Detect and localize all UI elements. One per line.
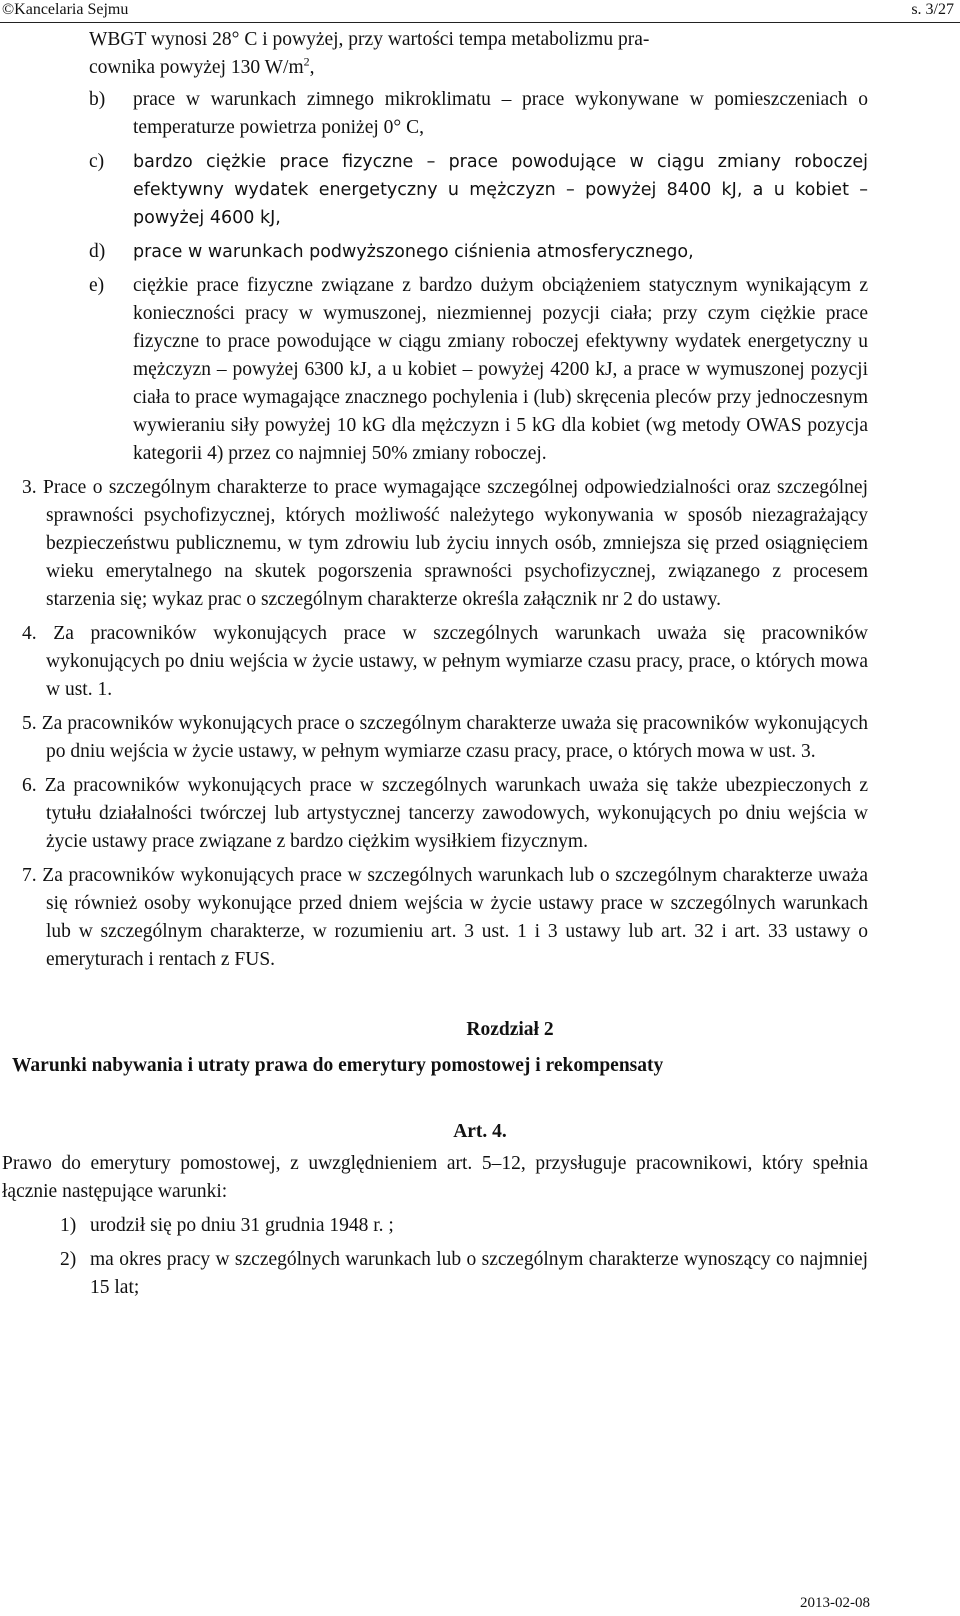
letter-item-label: b) — [89, 89, 106, 110]
chapter-title: Warunki nabywania i utraty prawa do emerytury pomostowej i rekompensaty — [12, 1055, 664, 1076]
letter-item-text: prace w warunkach podwyższonego ciśnienia atmosferycznego, — [133, 242, 694, 262]
article-heading: Art. 4. — [453, 1121, 507, 1142]
numbered-item-text — [22, 710, 869, 766]
letter-item — [89, 148, 868, 232]
header-page-number: s. 3/27 — [911, 1, 954, 18]
intro-line-2-end: , — [309, 57, 315, 78]
header-rule — [0, 22, 960, 23]
letter-item-text: prace w warunkach zimnego mikroklimatu – prace wykonywane w pomieszczeniach o temperaturze powietrza poniżej 0° C, — [133, 89, 868, 138]
letter-item-label: c) — [89, 151, 105, 172]
numbered-item-body: Za pracowników wykonujących prace o szczególnym charakterze uważa się pracowników wykonujących po dniu wejścia w życie ustawy, w pełnym wymiarze czasu pracy, prace, o których mowa w ust. 3. — [41, 713, 869, 762]
numbered-item — [22, 862, 868, 974]
footer-date: 2013-02-08 — [800, 1595, 870, 1611]
intro-line-2: cownika powyżej 130 W/m — [89, 57, 304, 78]
numbered-item-number: 6. — [22, 775, 37, 796]
numbered-item-number: 4. — [22, 623, 37, 644]
article-intro: Prawo do emerytury pomostowej, z uwzględnieniem art. 5–12, przysługuje pracownikowi, który spełnia łącznie następujące warunki: — [2, 1153, 868, 1202]
letter-item — [89, 272, 868, 468]
article-item-text: ma okres pracy w szczególnych warunkach lub o szczególnym charakterze wynoszący co najmniej 15 lat; — [90, 1249, 868, 1298]
page-header — [0, 0, 960, 20]
numbered-item-body: Za pracowników wykonujących prace w szczególnych warunkach uważa się pracowników wykonujących po dniu wejścia w życie ustawy, w pełnym wymiarze czasu pracy, prace, o których mowa w ust. 1. — [46, 623, 868, 700]
numbered-item-number: 7. — [22, 865, 37, 886]
numbered-item — [22, 772, 868, 856]
page-content — [0, 24, 960, 1302]
numbered-item-body: Za pracowników wykonujących prace w szczególnych warunkach lub o szczególnym charakterze uważa się również osoby wykonujące przed dniem wejścia w życie ustawy prace w szczególnych warunkach lub w szczególnym charakterze, w rozumieniu art. 3 ust. 1 i 3 ustawy lub art. 32 i art. 33 ustawy o emeryturach i rentach z FUS. — [42, 865, 868, 970]
numbered-item-text — [22, 862, 868, 974]
numbered-item-text — [22, 772, 868, 856]
numbered-item-body: Prace o szczególnym charakterze to prace wymagające szczególnej odpowiedzialności oraz szczególnej sprawności psychofizycznej, których możliwość należytego wykonywania w sposób niezagrażający bezpieczeństwu publicznemu, w tym zdrowiu lub życiu innych osób, zmniejsza się przed osiągnięciem wieku emerytalnego na skutek pogorszenia sprawności psychofizycznej, związanego z procesem starzenia się; wykaz prac o szczególnym charakterze określa załącznik nr 2 do ustawy. — [43, 477, 869, 610]
numbered-item-number: 5. — [22, 713, 37, 734]
letter-item — [89, 238, 868, 266]
numbered-item-body: Za pracowników wykonujących prace w szczególnych warunkach uważa się także ubezpieczonych z tytułu działalności twórczej lub artystycznej tancerzy zawodowych, wykonujących po dniu wejścia w życie ustawy prace związane z bardzo ciężkim wysiłkiem fizycznym. — [44, 775, 868, 852]
numbered-item-number: 3. — [22, 477, 37, 498]
article-item — [60, 1246, 868, 1302]
article-item-text: urodził się po dniu 31 grudnia 1948 r. ; — [90, 1215, 394, 1236]
numbered-item — [22, 620, 868, 704]
letter-item-label: d) — [89, 241, 106, 262]
numbered-item-text — [22, 620, 868, 704]
article-item-number: 1) — [60, 1215, 77, 1236]
numbered-item-list — [22, 474, 960, 974]
numbered-item — [22, 474, 869, 614]
intro-superscript: 2 — [303, 54, 310, 69]
chapter-number: Rozdział 2 — [466, 1019, 554, 1040]
numbered-item — [22, 710, 869, 766]
intro-paragraph — [89, 26, 868, 82]
letter-item-text: ciężkie prace fizyczne związane z bardzo dużym obciążeniem statycznym wynikającym z konieczności pracy w wymuszonej, niezmiennej pozycji ciała; przy czym ciężkie prace fizyczne to prace powodujące w ciągu zmiany roboczej efektywny wydatek energetyczny u mężczyzn – powyżej 6300 kJ, a u kobiet – powyżej 4200 kJ, a prace w wymuszonej pozycji ciała to prace wymagające znacznego pochylenia i (lub) skręcenia pleców przy jednoczesnym wywieraniu siły powyżej 10 kG dla mężczyzn i 5 kG dla kobiet (wg metody OWAS pozycja kategorii 4) przez co najmniej 50% zmiany roboczej. — [133, 275, 868, 464]
letter-item — [89, 86, 868, 142]
letter-item-list — [89, 86, 960, 468]
article-item — [60, 1212, 868, 1240]
article-item-number: 2) — [60, 1249, 77, 1270]
letter-item-text: bardzo ciężkie prace fizyczne – prace powodujące w ciągu zmiany roboczej efektywny wydatek energetyczny u mężczyzn – powyżej 8400 kJ, a u kobiet – powyżej 4600 kJ, — [133, 152, 868, 228]
intro-line-1: WBGT wynosi 28° C i powyżej, przy wartości tempa metabolizmu pra- — [89, 29, 650, 50]
letter-item-label: e) — [89, 275, 105, 296]
header-copyright: ©Kancelaria Sejmu — [2, 1, 129, 18]
numbered-item-text — [22, 474, 869, 614]
